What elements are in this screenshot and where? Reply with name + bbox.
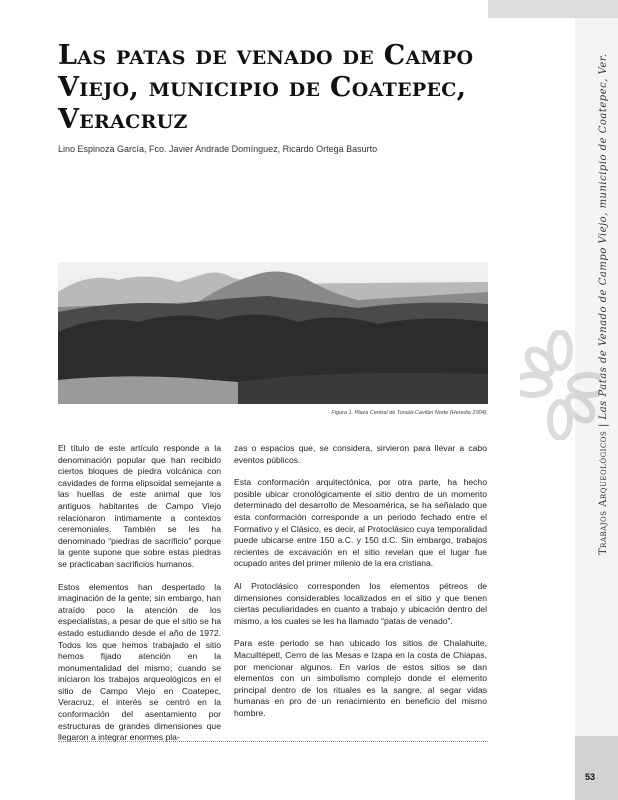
figure-caption: Figura 1. Plaza Central de Tonalá-Cavilán Norte (Heredia 2004). [331, 410, 488, 416]
left-column [58, 443, 221, 755]
running-header [598, 53, 609, 555]
header-tab [488, 0, 618, 18]
paragraph: Esta conformación arquitectónica, por otra parte, ha hecho posible ubicar cronológicamente el sitio dentro de un momento determinado del desarrollo de Mesoamérica, se ha señalado que esta conformación corresponde a un periodo fechado entre el Formativo y el Clásico, es decir, al Protoclásico cuya temporalidad puede ubicarse entre 150 a.C. y 150 d.C. Sin embargo, trabajos recientes de excavación en el sitio revelan que el lugar fue ocupado antes del primer milenio de la era cristiana. [234, 477, 487, 569]
running-header-section: Trabajos Arqueológicos [598, 430, 609, 555]
footer-divider [58, 741, 488, 742]
paragraph: El título de este artículo responde a la denominación popular que han recibido ciertos bloques de piedra volcánica con cavidades de forma elipsoidal semejante a las huellas de este animal que los antiguos habitantes de Campo Viejo relacionaron íntimamente a contextos ceremoniales. También se les ha denominado “piedras de sacrificio” porque la gente supone que sobre estas piedras se practicaban sacrificios humanos. [58, 443, 221, 569]
page-number-box [575, 736, 618, 800]
running-header-article: Las Patas de Venado de Campo Viejo, municipio de Coatepec, Ver. [598, 53, 609, 420]
paragraph: Al Protoclásico corresponden los elementos pétreos de dimensiones considerables localizados en el sitio y que tienen ciertas peculiaridades en cuanto a trabajo y ubicación dentro del mismo, a los cuales se les ha llamado “patas de venado”. [234, 580, 487, 626]
landscape-photo [58, 262, 488, 404]
page-number: 53 [585, 772, 596, 782]
paragraph: Para este periodo se han ubicado los sitios de Chalahuite, Macuiltépetl, Cerro de las Mesas e Izapa en la costa de Chiapas, por mencionar algunos. En varios de estos sitios se dan elementos con un simbolismo complejo donde el elemento principal dentro de los rituales es la sangre, al segar vidas humanas en pro de un renacimiento en beneficio del mismo hombre. [234, 638, 487, 718]
article-title: Las patas de venado de Campo Viejo, municipio de Coatepec, Veracruz [58, 40, 474, 135]
paragraph: Estos elementos han despertado la imaginación de la gente; sin embargo, han atraído poco la atención de los especialistas, a pesar de que el sitio se ha estado estudiando desde el año de 1972. Todos los que hemos trabajado el sitio hemos fijado atención en la monumentalidad del mismo; cuando se iniciaron los trabajos arqueológicos en el sitio de Campo Viejo en Coatepec, Veracruz, el interés se centró en la conformación del asentamiento por estructuras de grandes dimensiones que llegaron a integrar enormes pla- [58, 581, 221, 743]
right-column [234, 443, 487, 730]
running-header-separator: | [598, 419, 609, 431]
decorative-flower-icon [520, 330, 600, 440]
article-authors: Lino Espinoza García, Fco. Javier Andrade Domínguez, Ricardo Ortega Basurto [58, 144, 378, 154]
paragraph: zas o espacios que, se considera, sirvieron para llevar a cabo eventos públicos. [234, 443, 487, 465]
